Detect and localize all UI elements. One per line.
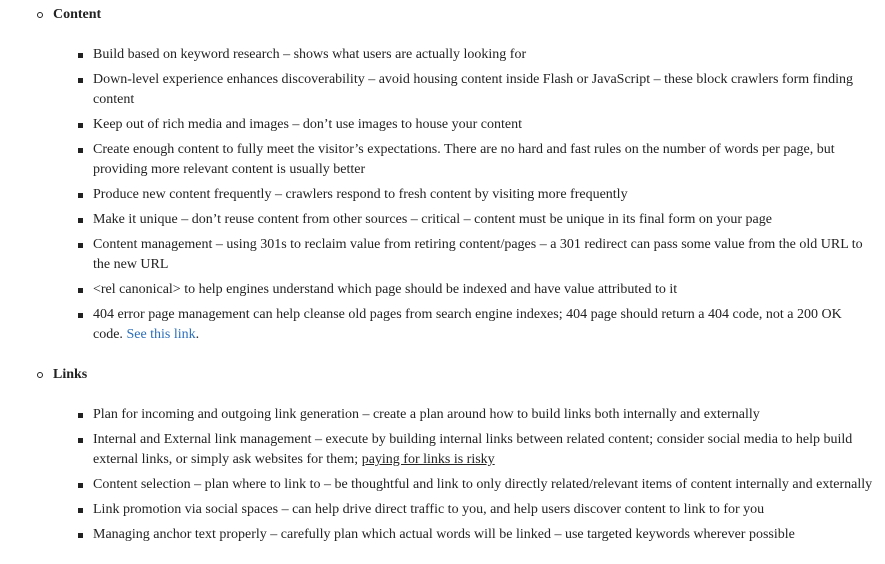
- list-item-text: Internal and External link management – execute by building internal links between related content; consider social media to help build external links, or simply ask websites for them;: [93, 432, 853, 467]
- list-item: Down-level experience enhances discoverability – avoid housing content inside Flash or JavaScript – these block crawlers form finding content: [93, 72, 854, 107]
- section-heading-links: Links: [53, 367, 88, 382]
- list-item-text: 404 error page management can help cleanse old pages from search engine indexes; 404 page should return a 404 code, not a 200 OK code.: [93, 307, 842, 342]
- list-item: <rel canonical> to help engines understand which page should be indexed and have value attributed to it: [93, 282, 678, 297]
- section-bullet-icon: [37, 372, 43, 378]
- list-item: Managing anchor text properly – carefully plan which actual words will be linked – use targeted keywords wherever possible: [93, 527, 795, 542]
- list-item: Content selection – plan where to link to – be thoughtful and link to only directly related/relevant items of content internally and externally: [93, 477, 873, 492]
- list-item: Create enough content to fully meet the visitor’s expectations. There are no hard and fast rules on the number of words per page, but providing more relevant content is usually better: [93, 142, 835, 177]
- square-bullet-icon: [78, 313, 83, 318]
- list-item-suffix: .: [195, 327, 200, 342]
- section-heading-content: Content: [53, 7, 102, 22]
- list-item: Content management – using 301s to reclaim value from retiring content/pages – a 301 redirect can pass some value from the old URL to the new URL: [93, 237, 863, 272]
- square-bullet-icon: [78, 148, 83, 153]
- square-bullet-icon: [78, 508, 83, 513]
- square-bullet-icon: [78, 78, 83, 83]
- square-bullet-icon: [78, 413, 83, 418]
- list-item: Keep out of rich media and images – don’t use images to house your content: [93, 117, 522, 132]
- square-bullet-icon: [78, 438, 83, 443]
- section-bullet-icon: [37, 12, 43, 18]
- list-item: [93, 305, 873, 345]
- paying-for-links-link[interactable]: paying for links is risky: [361, 452, 495, 467]
- list-item: Make it unique – don’t reuse content from other sources – critical – content must be unique in its final form on your page: [93, 212, 772, 227]
- list-item: Plan for incoming and outgoing link generation – create a plan around how to build links both internally and externally: [93, 407, 760, 422]
- square-bullet-icon: [78, 533, 83, 538]
- square-bullet-icon: [78, 53, 83, 58]
- square-bullet-icon: [78, 483, 83, 488]
- square-bullet-icon: [78, 288, 83, 293]
- list-item: Link promotion via social spaces – can help drive direct traffic to you, and help users discover content to link to for you: [93, 502, 765, 517]
- square-bullet-icon: [78, 123, 83, 128]
- list-item: Produce new content frequently – crawlers respond to fresh content by visiting more frequently: [93, 187, 628, 202]
- see-this-link[interactable]: See this link: [126, 327, 196, 342]
- square-bullet-icon: [78, 218, 83, 223]
- square-bullet-icon: [78, 193, 83, 198]
- list-item: Build based on keyword research – shows what users are actually looking for: [93, 47, 527, 62]
- list-item: [93, 430, 873, 470]
- square-bullet-icon: [78, 243, 83, 248]
